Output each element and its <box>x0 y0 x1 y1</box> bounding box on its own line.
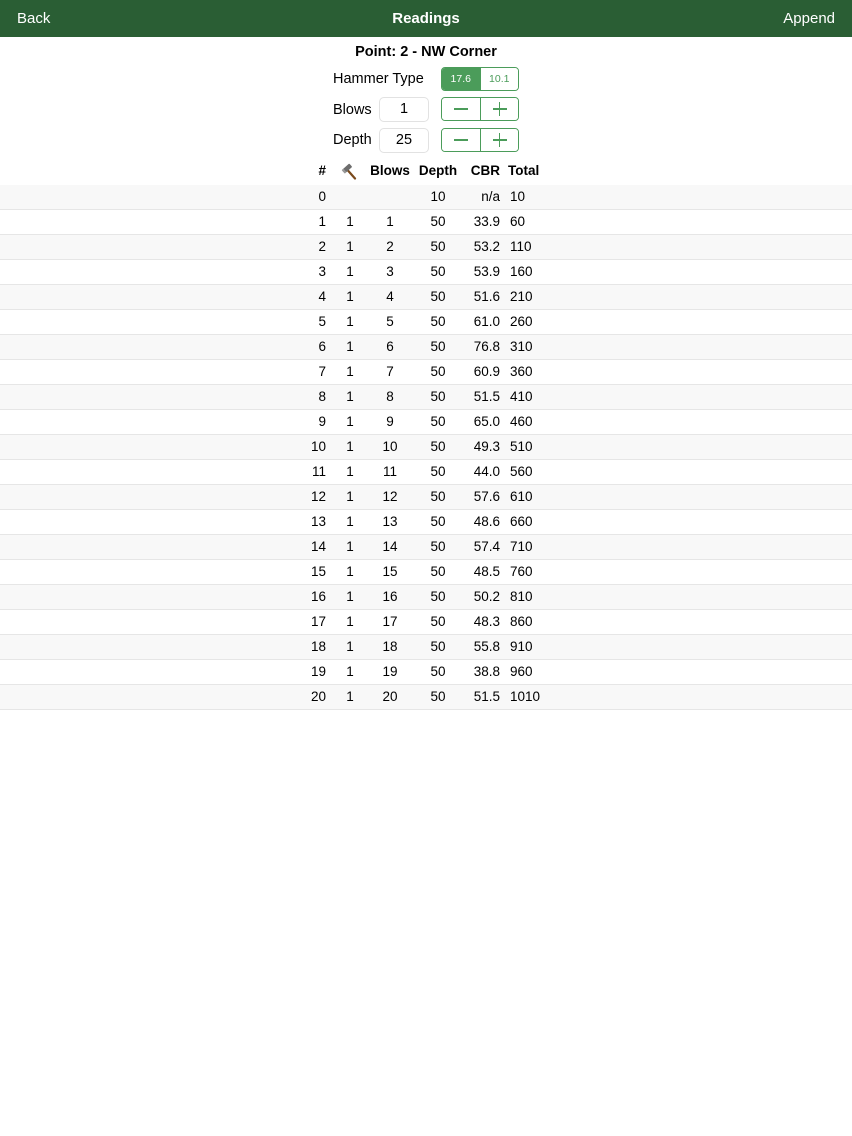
cell-depth: 50 <box>430 614 446 629</box>
depth-input[interactable]: 25 <box>379 128 429 153</box>
blows-stepper <box>441 97 519 121</box>
minus-icon <box>454 108 468 110</box>
cell-blows: 16 <box>382 589 398 604</box>
point-title: Point: 2 - NW Corner <box>355 44 497 60</box>
cell-number: 17 <box>310 614 326 629</box>
cell-total: 10 <box>510 189 526 204</box>
plus-icon <box>493 102 507 116</box>
cell-depth: 50 <box>430 664 446 679</box>
cell-cbr: 55.8 <box>473 639 500 654</box>
cell-hammer: 1 <box>346 389 354 404</box>
header-total: Total <box>508 163 540 178</box>
cell-hammer: 1 <box>346 564 354 579</box>
cell-number: 20 <box>310 689 326 704</box>
cell-depth: 50 <box>430 214 446 229</box>
header-cbr: CBR <box>470 163 500 178</box>
table-row[interactable] <box>0 685 852 710</box>
cell-total: 210 <box>510 289 533 304</box>
cell-hammer: 1 <box>346 314 354 329</box>
cell-hammer: 1 <box>346 464 354 479</box>
cell-depth: 50 <box>430 264 446 279</box>
depth-decrement-button[interactable] <box>442 129 480 151</box>
cell-total: 360 <box>510 364 533 379</box>
cell-hammer: 1 <box>346 689 354 704</box>
cell-cbr: 65.0 <box>473 414 500 429</box>
table-row[interactable] <box>0 535 852 560</box>
cell-cbr: 33.9 <box>473 214 500 229</box>
table-row[interactable] <box>0 260 852 285</box>
cell-total: 110 <box>510 239 532 254</box>
cell-cbr: 44.0 <box>473 464 500 479</box>
blows-decrement-button[interactable] <box>442 98 480 120</box>
cell-cbr: 51.5 <box>473 689 500 704</box>
cell-total: 60 <box>510 214 526 229</box>
cell-blows: 17 <box>382 614 398 629</box>
cell-total: 910 <box>510 639 533 654</box>
cell-depth: 50 <box>430 364 446 379</box>
blows-label: Blows <box>333 102 372 118</box>
cell-number: 18 <box>310 639 326 654</box>
cell-blows: 14 <box>382 539 398 554</box>
cell-depth: 50 <box>430 514 446 529</box>
hammer-type-label: Hammer Type <box>333 71 424 87</box>
cell-total: 810 <box>510 589 533 604</box>
cell-hammer: 1 <box>346 239 354 254</box>
cell-blows: 11 <box>382 464 397 479</box>
cell-total: 760 <box>510 564 533 579</box>
table-row[interactable] <box>0 560 852 585</box>
hammer-icon <box>340 163 360 180</box>
cell-depth: 50 <box>430 639 446 654</box>
table-row[interactable] <box>0 235 852 260</box>
readings-table <box>0 185 852 710</box>
cell-blows: 10 <box>382 439 398 454</box>
minus-icon <box>454 139 468 141</box>
cell-number: 3 <box>318 264 326 279</box>
cell-hammer: 1 <box>346 439 354 454</box>
table-row[interactable] <box>0 435 852 460</box>
cell-number: 10 <box>310 439 326 454</box>
cell-depth: 50 <box>430 689 446 704</box>
cell-depth: 50 <box>430 339 446 354</box>
cell-total: 1010 <box>510 689 541 704</box>
cell-number: 5 <box>318 314 326 329</box>
cell-hammer: 1 <box>346 289 354 304</box>
cell-cbr: 57.4 <box>473 539 500 554</box>
cell-cbr: 53.9 <box>473 264 500 279</box>
cell-cbr: 76.8 <box>473 339 500 354</box>
cell-blows: 7 <box>386 364 394 379</box>
table-row[interactable] <box>0 485 852 510</box>
cell-hammer: 1 <box>346 414 354 429</box>
cell-hammer: 1 <box>346 639 354 654</box>
cell-blows: 20 <box>382 689 398 704</box>
nav-bar <box>0 0 852 37</box>
cell-number: 4 <box>318 289 326 304</box>
cell-hammer: 1 <box>346 614 354 629</box>
hammer-option-10-1[interactable]: 10.1 <box>480 68 519 90</box>
cell-cbr: 61.0 <box>473 314 500 329</box>
cell-cbr: 51.5 <box>473 389 500 404</box>
blows-increment-button[interactable] <box>480 98 519 120</box>
cell-blows: 3 <box>386 264 394 279</box>
cell-blows: 5 <box>386 314 394 329</box>
hammer-type-segmented-control <box>441 67 519 91</box>
cell-total: 410 <box>510 389 533 404</box>
table-row[interactable] <box>0 660 852 685</box>
cell-number: 8 <box>318 389 326 404</box>
header-blows: Blows <box>370 163 410 178</box>
nav-title: Readings <box>392 10 460 27</box>
cell-depth: 50 <box>430 589 446 604</box>
cell-total: 710 <box>510 539 533 554</box>
table-row[interactable] <box>0 635 852 660</box>
cell-total: 610 <box>510 489 533 504</box>
cell-number: 15 <box>310 564 326 579</box>
cell-depth: 50 <box>430 464 446 479</box>
cell-cbr: 57.6 <box>473 489 500 504</box>
cell-number: 19 <box>310 664 326 679</box>
table-row[interactable] <box>0 185 852 210</box>
cell-depth: 50 <box>430 564 446 579</box>
cell-cbr: n/a <box>481 189 500 204</box>
table-row[interactable] <box>0 310 852 335</box>
cell-depth: 50 <box>430 439 446 454</box>
cell-total: 960 <box>510 664 533 679</box>
cell-number: 6 <box>318 339 326 354</box>
table-row[interactable] <box>0 335 852 360</box>
table-row[interactable] <box>0 410 852 435</box>
cell-hammer: 1 <box>346 589 354 604</box>
back-button[interactable]: Back <box>17 10 51 27</box>
cell-depth: 10 <box>430 189 446 204</box>
cell-total: 510 <box>510 439 533 454</box>
cell-hammer: 1 <box>346 489 354 504</box>
cell-number: 2 <box>318 239 326 254</box>
table-row[interactable] <box>0 610 852 635</box>
cell-depth: 50 <box>430 314 446 329</box>
cell-number: 14 <box>310 539 326 554</box>
header-number: # <box>318 163 326 178</box>
cell-number: 9 <box>318 414 326 429</box>
cell-cbr: 49.3 <box>473 439 500 454</box>
plus-icon <box>493 133 507 147</box>
cell-number: 11 <box>311 464 326 479</box>
depth-stepper <box>441 128 519 152</box>
cell-number: 16 <box>310 589 326 604</box>
cell-total: 160 <box>510 264 533 279</box>
table-row[interactable] <box>0 285 852 310</box>
cell-number: 7 <box>318 364 326 379</box>
table-row[interactable] <box>0 510 852 535</box>
cell-total: 860 <box>510 614 533 629</box>
cell-number: 13 <box>310 514 326 529</box>
cell-cbr: 53.2 <box>473 239 500 254</box>
cell-total: 460 <box>510 414 533 429</box>
cell-blows: 2 <box>386 239 394 254</box>
cell-total: 260 <box>510 314 533 329</box>
cell-blows: 6 <box>386 339 394 354</box>
table-row[interactable] <box>0 360 852 385</box>
cell-cbr: 60.9 <box>473 364 500 379</box>
cell-blows: 15 <box>382 564 398 579</box>
header-depth: Depth <box>418 163 458 178</box>
cell-total: 660 <box>510 514 533 529</box>
cell-cbr: 38.8 <box>473 664 500 679</box>
cell-hammer: 1 <box>346 339 354 354</box>
cell-cbr: 48.3 <box>473 614 500 629</box>
cell-hammer: 1 <box>346 214 354 229</box>
cell-blows: 1 <box>386 214 394 229</box>
cell-cbr: 48.5 <box>473 564 500 579</box>
cell-depth: 50 <box>430 489 446 504</box>
cell-depth: 50 <box>430 539 446 554</box>
cell-number: 1 <box>318 214 326 229</box>
cell-blows: 4 <box>386 289 394 304</box>
cell-blows: 8 <box>386 389 394 404</box>
depth-increment-button[interactable] <box>480 129 519 151</box>
cell-number: 12 <box>310 489 326 504</box>
cell-depth: 50 <box>430 239 446 254</box>
table-row[interactable] <box>0 460 852 485</box>
cell-depth: 50 <box>430 289 446 304</box>
cell-total: 560 <box>510 464 533 479</box>
cell-blows: 13 <box>382 514 398 529</box>
table-row[interactable] <box>0 385 852 410</box>
cell-blows: 9 <box>386 414 394 429</box>
cell-hammer: 1 <box>346 514 354 529</box>
depth-label: Depth <box>333 132 372 148</box>
table-row[interactable] <box>0 585 852 610</box>
readings-table-header <box>0 162 852 180</box>
table-row[interactable] <box>0 210 852 235</box>
cell-hammer: 1 <box>346 364 354 379</box>
cell-cbr: 51.6 <box>473 289 500 304</box>
cell-hammer: 1 <box>346 539 354 554</box>
cell-blows: 18 <box>382 639 398 654</box>
cell-cbr: 48.6 <box>473 514 500 529</box>
append-button[interactable]: Append <box>783 10 835 27</box>
cell-number: 0 <box>318 189 326 204</box>
cell-cbr: 50.2 <box>473 589 500 604</box>
cell-blows: 19 <box>382 664 398 679</box>
cell-depth: 50 <box>430 414 446 429</box>
cell-hammer: 1 <box>346 664 354 679</box>
cell-depth: 50 <box>430 389 446 404</box>
cell-blows: 12 <box>382 489 398 504</box>
hammer-option-17-6[interactable]: 17.6 <box>442 68 480 90</box>
cell-hammer: 1 <box>346 264 354 279</box>
cell-total: 310 <box>510 339 533 354</box>
blows-input[interactable]: 1 <box>379 97 429 122</box>
